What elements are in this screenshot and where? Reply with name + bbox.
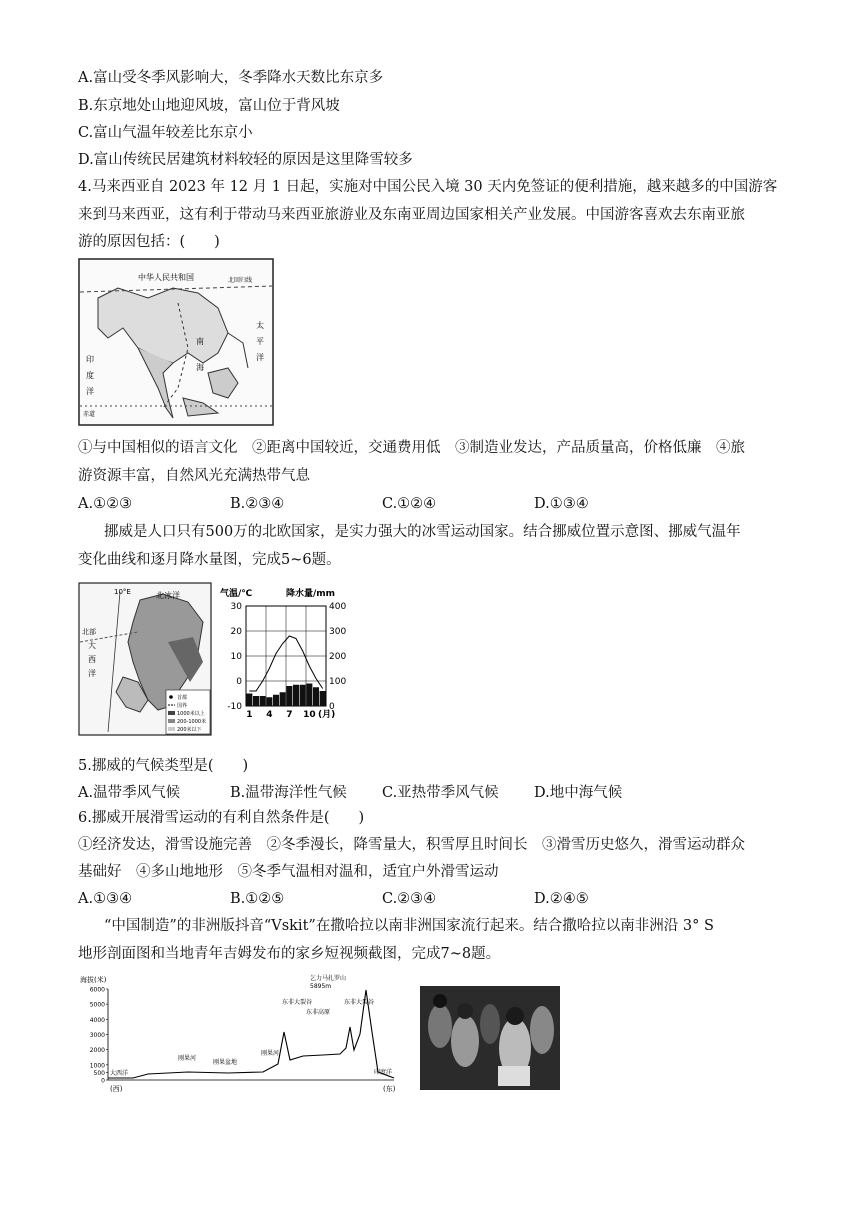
q4-stem-line1: 4.马来西亚自 2023 年 12 月 1 日起，实施对中国公民入境 30 天内免签证的便利措施，越来越多的中国游客 [78,179,778,195]
map-label-pacific-3: 洋 [256,353,264,362]
profile-label-congo-river-1: 刚果河 [178,1055,197,1062]
temp-tick-label: 30 [230,602,242,612]
q3-option-a: A.富山受冬季风影响大，冬季降水天数比东京多 [78,70,384,86]
q3-option-b: B.东京地处山地迎风坡，富山位于背风坡 [78,98,340,114]
precip-bar-2 [253,696,259,706]
legend-high: 1000米以上 [177,711,205,717]
map-label-south-sea: 南 [196,337,204,346]
profile-tick-label: 3000 [89,1032,105,1039]
profile-west-label: (西) [110,1085,123,1093]
precip-bar-4 [266,697,272,706]
profile-peak-height: 5895m [310,983,332,990]
norway-location-map [78,582,212,736]
q5-stem: 5.挪威的气候类型是( ) [78,758,249,774]
norway-atlantic-2: 大 [88,641,96,650]
q6-stem: 6.挪威开展滑雪运动的有利自然条件是( ) [78,810,365,826]
temp-tick-label: 10 [230,652,242,662]
precip-tick-label: 100 [329,677,347,687]
profile-tick-label: 0 [101,1077,105,1085]
precip-bar-1 [246,694,252,707]
map-label-indian-3: 洋 [86,387,94,396]
profile-label-rift-2: 东非大裂谷 [344,999,375,1006]
precip-bar-10 [306,684,312,707]
q6-option-d: D.②④⑤ [534,891,589,907]
southeast-asia-map [78,258,274,426]
profile-tick-label: 4000 [89,1016,105,1024]
norway-atlantic-3: 西 [88,655,96,664]
climate-precip-axis-label: 降水量/mm [286,589,336,599]
q4-option-a: A.①②③ [78,496,133,512]
map-label-pacific-1: 太 [256,321,264,330]
q6-items-line1: ①经济发达，滑雪设施完善 ②冬季漫长，降雪量大，积雪厚且时间长 ③滑雪历史悠久，滑雪运动群众 [78,837,745,853]
profile-east-label: (东) [383,1085,396,1093]
norway-lon-label: 10°E [114,588,131,596]
month-tick-label: 10 [303,710,316,720]
map-label-equator: 赤道 [83,411,96,418]
q4-items-line1: ①与中国相似的语言文化 ②距离中国较近，交通费用低 ③制造业发达，产品质量高，价格低廉 ④旅 [78,440,745,456]
profile-peak-label: 乞力马扎罗山 [310,975,347,982]
profile-label-atlantic: 大西洋 [110,1070,129,1077]
profile-label-congo-basin: 刚果盆地 [213,1059,238,1066]
precip-bar-11 [313,687,319,706]
intro-7-8-line2: 地形剖面图和当地青年吉姆发布的家乡短视频截图，完成7~8题。 [78,946,501,962]
q5-option-a: A.温带季风气候 [78,785,181,801]
profile-tick-label: 500 [93,1069,105,1077]
precip-bar-12 [320,691,326,706]
map-label-china: 中华人民共和国 [138,273,194,282]
map-label-indian-1: 印 [86,355,94,364]
precip-tick-label: 400 [329,602,347,612]
precip-bar-9 [300,685,306,706]
precip-bar-7 [286,686,292,706]
q3-option-c: C.富山气温年较差比东京小 [78,125,253,141]
q6-items-line2: 基础好 ④多山地地形 ⑤冬季气温相对温和，适宜户外滑雪运动 [78,864,499,880]
video-screenshot-photo [420,986,560,1090]
intro-7-8-line1: “中国制造”的非洲版抖音“Vskit”在撒哈拉以南非洲国家流行起来。结合撒哈拉以南非洲沿 3° S [104,918,714,934]
q4-stem-line2: 来到马来西亚，这有利于带动马来西亚旅游业及东南亚周边国家相关产业发展。中国游客喜欢去东南亚旅 [78,207,745,223]
map-label-indian-2: 度 [86,371,94,380]
climate-temp-axis-label: 气温/℃ [220,589,253,599]
precip-bar-6 [280,692,286,706]
q5-option-d: D.地中海气候 [534,785,623,801]
precip-tick-label: 200 [329,652,347,662]
profile-label-rift-1: 东非大裂谷 [282,999,313,1006]
intro-5-6-line2: 变化曲线和逐月降水量图，完成5~6题。 [78,552,341,568]
month-tick-label: 1 [246,710,253,720]
profile-label-indian: 印度洋 [374,1069,393,1076]
month-tick-label: (月) [318,710,336,720]
precip-tick-label: 300 [329,627,347,637]
precip-bar-5 [273,695,279,706]
temp-tick-label: 20 [230,627,242,637]
q4-option-c: C.①②④ [382,496,437,512]
profile-label-congo-river-2: 刚果河 [261,1050,280,1057]
q4-stem-line3: 游的原因包括：( ) [78,234,220,250]
q6-option-b: B.①②⑤ [230,891,285,907]
q6-option-c: C.②③④ [382,891,437,907]
profile-tick-label: 5000 [89,1001,105,1009]
temp-tick-label: -10 [227,702,242,712]
profile-ylabel: 海拔(米) [80,976,107,984]
profile-tick-label: 1000 [89,1062,105,1070]
profile-label-plateau: 东非高原 [306,1009,331,1016]
intro-5-6-line1: 挪威是人口只有500万的北欧国家，是实力强大的冰雪运动国家。结合挪威位置示意图、挪威气温年 [104,524,741,540]
q3-option-d: D.富山传统民居建筑材料较轻的原因是这里降雪较多 [78,152,413,168]
temp-tick-label: 0 [236,677,242,687]
africa-terrain-profile [78,972,414,1094]
q5-option-c: C.亚热带季风气候 [382,785,499,801]
norway-climate-chart [214,582,356,736]
profile-tick-label: 2000 [89,1047,105,1055]
norway-arctic-label: 北冰洋 [156,591,180,600]
q5-option-b: B.温带海洋性气候 [230,785,347,801]
precip-bar-8 [293,685,299,706]
map-label-sea: 海 [196,363,204,372]
legend-low: 200米以下 [177,727,202,733]
precip-bar-3 [260,696,266,706]
q4-option-d: D.①③④ [534,496,589,512]
month-tick-label: 7 [286,710,293,720]
map-label-tropic: 北回归线 [228,277,253,284]
q4-items-line2: 游资源丰富，自然风光充满热带气息 [78,468,310,484]
q6-option-a: A.①③④ [78,891,133,907]
legend-mid: 200-1000米 [177,719,207,725]
q4-option-b: B.②③④ [230,496,285,512]
month-tick-label: 4 [266,710,273,720]
map-label-pacific-2: 平 [256,337,264,346]
norway-atlantic-4: 洋 [88,669,96,678]
norway-atlantic-1: 北部 [82,628,96,636]
legend-capital: 首都 [177,695,188,701]
precip-tick-label: 0 [329,702,335,712]
legend-border: 国界 [177,703,188,709]
profile-tick-label: 6000 [89,986,105,994]
